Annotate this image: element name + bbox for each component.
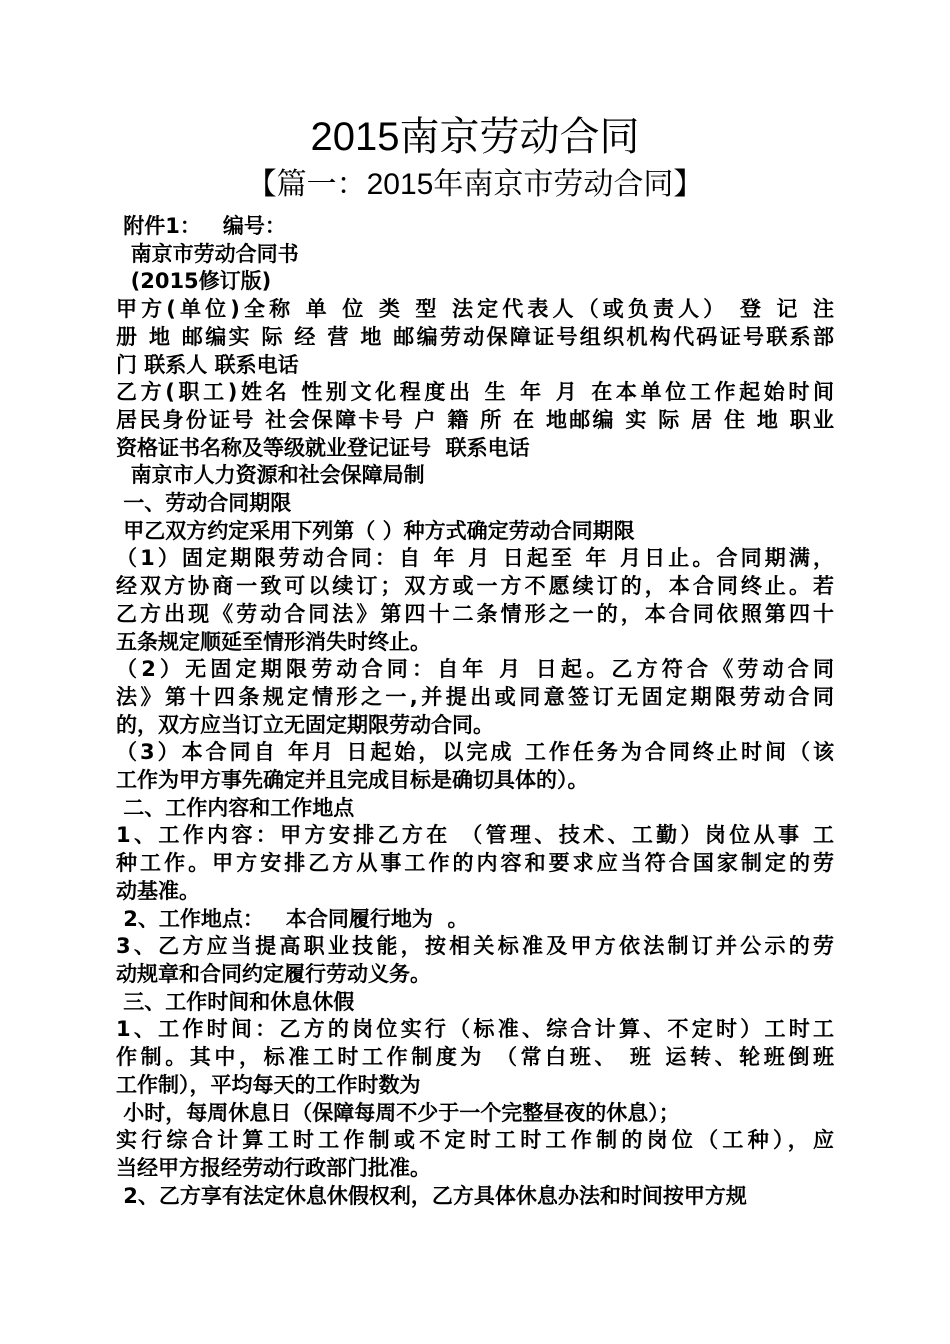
text-line: （1）固定期限劳动合同：自 年 月 日起至 年 月日止。合同期满， [116, 546, 834, 571]
text-line: 资格证书名称及等级就业登记证号 联系电话 [116, 435, 530, 460]
document-title: 2015南京劳动合同 [310, 115, 640, 159]
text-line: 种工作。甲方安排乙方从事工作的内容和要求应当符合国家制定的劳 [116, 851, 834, 876]
text-line: 动规章和合同约定履行劳动义务。 [116, 961, 431, 986]
text-line: 甲方(单位)全称 单 位 类 型 法定代表人（或负责人） 登 记 注 [116, 297, 834, 322]
text-line: 当经甲方报经劳动行政部门批准。 [116, 1155, 431, 1180]
text-line: 乙方(职工)姓名 性别文化程度出 生 年 月 在本单位工作起始时间 [116, 380, 834, 405]
text-line: 小时，每周休息日（保障每周不少于一个完整昼夜的休息）； [116, 1100, 680, 1125]
text-line: 3、乙方应当提高职业技能，按相关标准及甲方依法制订并公示的劳 [116, 934, 834, 959]
text-line: 2、工作地点： 本合同履行地为 。 [116, 906, 469, 931]
text-line: 南京市人力资源和社会保障局制 [116, 463, 425, 488]
text-line: 南京市劳动合同书 [116, 241, 299, 266]
text-line: 甲乙双方约定采用下列第（ ）种方式确定劳动合同期限 [116, 518, 635, 543]
text-line: 1、工作内容：甲方安排乙方在 （管理、技术、工勤）岗位从事 工 [116, 823, 834, 848]
text-line: 三、工作时间和休息休假 [116, 989, 355, 1014]
text-line: （2）无固定期限劳动合同：自年 月 日起。乙方符合《劳动合同 [116, 657, 834, 682]
text-line: 二、工作内容和工作地点 [116, 795, 355, 820]
text-line: 1、工作时间：乙方的岗位实行（标准、综合计算、不定时）工时工 [116, 1017, 834, 1042]
text-line: 法》第十四条规定情形之一,并提出或同意签订无固定期限劳动合同 [116, 684, 834, 709]
document-body [116, 213, 834, 1210]
text-line: 附件1： 编号： [116, 214, 286, 238]
text-line: 工作为甲方事先确定并且完成目标是确切具体的）。 [116, 768, 589, 793]
text-line: 动基准。 [116, 878, 200, 903]
text-line: 作制。其中，标准工时工作制度为 （常白班、 班 运转、轮班倒班 [116, 1045, 834, 1070]
text-line: 实行综合计算工时工作制或不定时工时工作制的岗位（工种），应 [116, 1128, 834, 1153]
text-line: 门 联系人 联系电话 [116, 352, 299, 377]
text-line: （3）本合同自 年月 日起始，以完成 工作任务为合同终止时间（该 [116, 740, 834, 765]
text-line: 居民身份证号 社会保障卡号 户 籍 所 在 地邮编 实 际 居 住 地 职业 [116, 407, 834, 432]
text-line: 册 地 邮编实 际 经 营 地 邮编劳动保障证号组织机构代码证号联系部 [116, 324, 834, 349]
text-line: 工作制），平均每天的工作时数为 [116, 1072, 421, 1097]
text-line: 经双方协商一致可以续订；双方或一方不愿续订的，本合同终止。若 [116, 574, 834, 599]
document-subtitle: 【篇一：2015年南京市劳动合同】 [246, 168, 704, 201]
text-line: 乙方出现《劳动合同法》第四十二条情形之一的，本合同依照第四十 [116, 601, 834, 626]
text-line: 五条规定顺延至情形消失时终止。 [116, 629, 431, 654]
text-line: 一、劳动合同期限 [116, 491, 292, 516]
text-line: 的，双方应当订立无固定期限劳动合同。 [116, 712, 494, 737]
text-line: (2015修订版) [116, 269, 272, 294]
text-line: 2、乙方享有法定休息休假权利，乙方具体休息办法和时间按甲方规 [116, 1183, 747, 1208]
